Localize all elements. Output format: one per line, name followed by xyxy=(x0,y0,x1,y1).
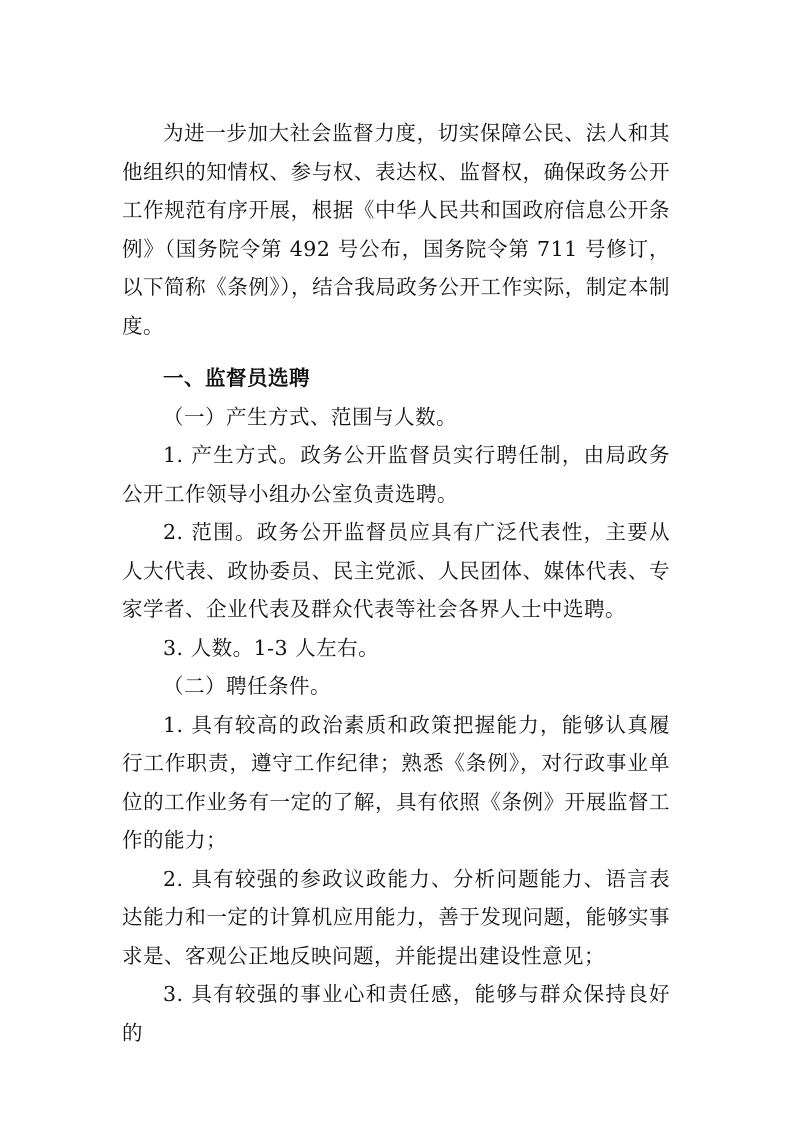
paragraph-scope: 2. 范围。政务公开监督员应具有广泛代表性，主要从人大代表、政协委员、民主党派、人民团体、媒体代表、专家学者、企业代表及群众代表等社会各界人士中选聘。 xyxy=(122,520,670,621)
section-heading: 一、监督员选聘 xyxy=(163,366,310,390)
subsection-heading-production: （一）产生方式、范围与人数。 xyxy=(163,404,457,429)
paragraph-condition-2: 2. 具有较强的参政议政能力、分析问题能力、语言表达能力和一定的计算机应用能力，善于发现问题，能够实事求是、客观公正地反映问题，并能提出建设性意见； xyxy=(122,866,670,968)
paragraph-production-method: 1. 产生方式。政务公开监督员实行聘任制，由局政务公开工作领导小组办公室负责选聘。 xyxy=(122,443,670,506)
paragraph-condition-3: 3. 具有较强的事业心和责任感，能够与群众保持良好的 xyxy=(122,982,670,1045)
body-section xyxy=(122,359,670,1052)
intro-section xyxy=(122,114,670,345)
paragraph-number: 3. 人数。1-3 人左右。 xyxy=(163,635,380,660)
subsection-heading-conditions: （二）聘任条件。 xyxy=(163,674,331,698)
intro-paragraph: 为进一步加大社会监督力度，切实保障公民、法人和其他组织的知情权、参与权、表达权、监督权，确保政务公开工作规范有序开展，根据《中华人民共和国政府信息公开条例》（国务院令第 492 号公布，国务院令第 711 号修订，以下简称《条例》），结合我局政务公开工作实际，制定本制度。 xyxy=(122,121,670,338)
paragraph-condition-1: 1. 具有较高的政治素质和政策把握能力，能够认真履行工作职责，遵守工作纪律；熟悉《条例》，对行政事业单位的工作业务有一定的了解，具有依照《条例》开展监督工作的能力； xyxy=(122,712,670,852)
